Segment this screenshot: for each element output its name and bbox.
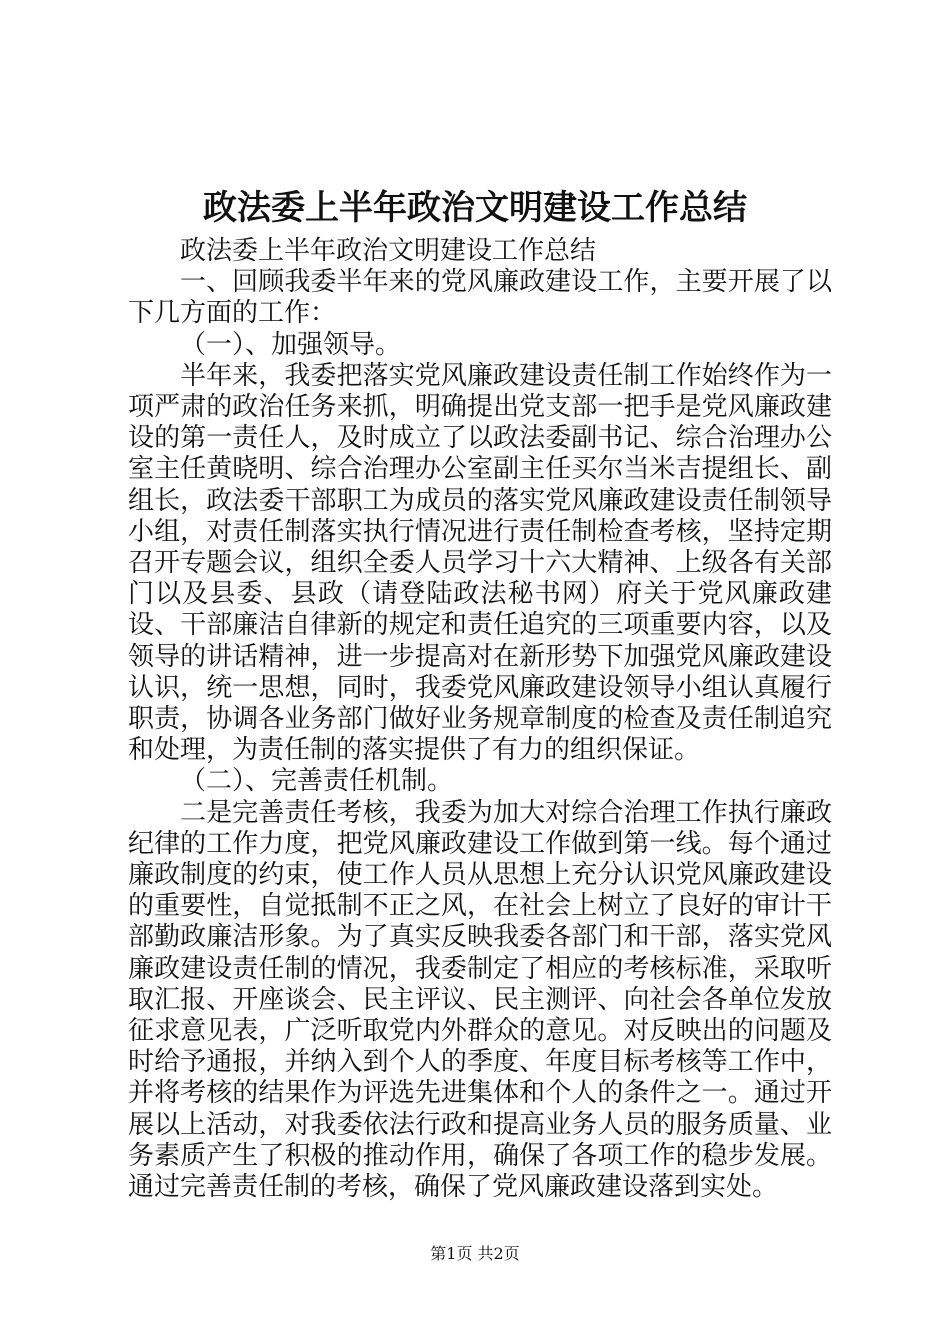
section-heading-2: （二）、完善责任机制。 — [180, 766, 454, 797]
paragraph-intro: 一、回顾我委半年来的党风廉政建设工作，主要开展了以下几方面的工作： — [128, 267, 832, 329]
section-heading-1: （一）、加强领导。 — [180, 329, 402, 360]
page-number-footer: 第1页 共2页 — [430, 1244, 520, 1263]
document-title: 政法委上半年政治文明建设工作总结 — [203, 188, 747, 228]
document-body — [128, 236, 832, 1203]
paragraph-subtitle: 政法委上半年政治文明建设工作总结 — [180, 236, 597, 266]
paragraph-section-2: 二是完善责任考核，我委为加大对综合治理工作执行廉政纪律的工作力度，把党风廉政建设工作做到第一线。每个通过廉政制度的约束，使工作人员从思想上充分认识党风廉政建设的重要性，自觉抵制不正之风，在社会上树立了良好的审计干部勤政廉洁形象。为了真实反映我委各部门和干部，落实党风廉政建设责任制的情况，我委制定了相应的考核标准，采取听取汇报、开座谈会、民主评议、民主测评、向社会各单位发放征求意见表，广泛听取党内外群众的意见。对反映出的问题及时给予通报，并纳入到个人的季度、年度目标考核等工作中，并将考核的结果作为评选先进集体和个人的条件之一。通过开展以上活动，对我委依法行政和提高业务人员的服务质量、业务素质产生了积极的推动作用，确保了各项工作的稳步发展。通过完善责任制的考核，确保了党风廉政建设落到实处。 — [128, 797, 832, 1203]
paragraph-section-1: 半年来，我委把落实党风廉政建设责任制工作始终作为一项严肃的政治任务来抓，明确提出党支部一把手是党风廉政建设的第一责任人，及时成立了以政法委副书记、综合治理办公室主任黄晓明、综合治理办公室副主任买尔当米吉提组长、副组长，政法委干部职工为成员的落实党风廉政建设责任制领导小组，对责任制落实执行情况进行责任制检查考核，坚持定期召开专题会议，组织全委人员学习十六大精神、上级各有关部门以及县委、县政（请登陆政法秘书网）府关于党风廉政建设、干部廉洁自律新的规定和责任追究的三项重要内容，以及领导的讲话精神，进一步提高对在新形势下加强党风廉政建设认识，统一思想，同时，我委党风廉政建设领导小组认真履行职责，协调各业务部门做好业务规章制度的检查及责任制追究和处理，为责任制的落实提供了有力的组织保证。 — [128, 360, 832, 766]
